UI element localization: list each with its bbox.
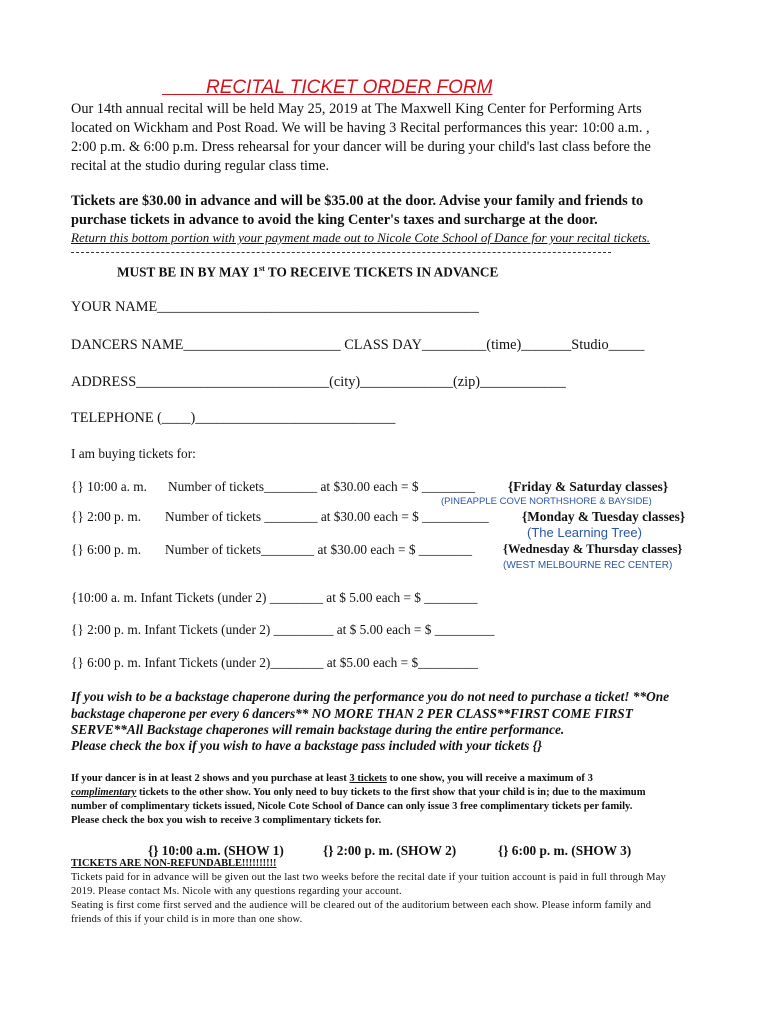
intro-line-3: 2:00 p.m. & 6:00 p.m. Dress rehearsal for your dancer will be during your child's last class before the bbox=[71, 139, 651, 155]
ticket-time-1[interactable]: {} 10:00 a. m. bbox=[71, 479, 147, 494]
cut-line bbox=[71, 252, 611, 253]
ticket-count-3[interactable]: Number of tickets________ at $30.00 each = $ ________ bbox=[165, 542, 472, 557]
show-3-checkbox[interactable]: {} 6:00 p. m. (SHOW 3) bbox=[498, 843, 632, 858]
footer-line-2: 2019. Please contact Ms. Nicole with any questions regarding your account. bbox=[71, 886, 402, 897]
price-note-line-1: Tickets are $30.00 in advance and will be $35.00 at the door. Advise your family and friends to bbox=[71, 193, 644, 209]
ticket-classes-3: {Wednesday & Thursday classes} bbox=[503, 542, 683, 556]
telephone-field[interactable]: TELEPHONE (____)____________________________ bbox=[71, 410, 396, 426]
price-note-line-2: purchase tickets in advance to avoid the king Center's taxes and surcharge at the door. bbox=[71, 212, 598, 228]
intro-line-1: Our 14th annual recital will be held May 25, 2019 at The Maxwell King Center for Performing Arts bbox=[71, 101, 642, 117]
dancers-name-field[interactable]: DANCERS NAME______________________ CLASS DAY_________(time)_______Studio_____ bbox=[71, 337, 645, 353]
intro-line-4: recital at the studio during regular class time. bbox=[71, 158, 330, 174]
deadline-heading: MUST BE IN BY MAY 1st TO RECEIVE TICKETS IN ADVANCE bbox=[117, 264, 499, 280]
comp-line-2: complimentary tickets to the other show. You only need to buy tickets to the first show that your child is in; due to the maximum bbox=[71, 787, 646, 798]
infant-ticket-1[interactable]: {10:00 a. m. Infant Tickets (under 2) ________ at $ 5.00 each = $ ________ bbox=[71, 590, 478, 605]
ticket-location-1: (PINEAPPLE COVE NORTHSHORE & BAYSIDE) bbox=[441, 496, 652, 507]
infant-ticket-2[interactable]: {} 2:00 p. m. Infant Tickets (under 2) _________ at $ 5.00 each = $ _________ bbox=[71, 622, 495, 637]
address-field[interactable]: ADDRESS___________________________(city)_____________(zip)____________ bbox=[71, 374, 566, 390]
non-refundable-notice: TICKETS ARE NON-REFUNDABLE!!!!!!!!!! bbox=[71, 858, 277, 869]
infant-ticket-3[interactable]: {} 6:00 p. m. Infant Tickets (under 2)________ at $5.00 each = $_________ bbox=[71, 655, 478, 670]
your-name-field[interactable]: YOUR NAME_____________________________________________ bbox=[71, 299, 479, 315]
footer-line-3: Seating is first come first served and the audience will be cleared out of the auditorium between each show. Please inform family and bbox=[71, 900, 652, 911]
intro-line-2: located on Wickham and Post Road. We will be having 3 Recital performances this year: 10:00 a.m. , bbox=[71, 120, 650, 136]
chaperone-line-3: SERVE**All Backstage chaperones will remain backstage during the entire performance. bbox=[71, 722, 565, 737]
show-1-checkbox[interactable]: {} 10:00 a.m. (SHOW 1) bbox=[148, 843, 284, 858]
form-title: RECITAL TICKET ORDER FORM bbox=[162, 77, 492, 99]
footer-line-1: Tickets paid for in advance will be given out the last two weeks before the recital date if your tuition account is paid in full through May bbox=[71, 872, 666, 883]
ticket-count-2[interactable]: Number of tickets ________ at $30.00 each = $ __________ bbox=[165, 509, 489, 524]
ticket-location-3: (WEST MELBOURNE REC CENTER) bbox=[503, 560, 673, 571]
chaperone-line-2: backstage chaperone per every 6 dancers** NO MORE THAN 2 PER CLASS**FIRST COME FIRST bbox=[71, 706, 633, 721]
chaperone-line-1: If you wish to be a backstage chaperone during the performance you do not need to purchase a ticket! **One bbox=[71, 689, 669, 704]
comp-line-3: number of complimentary tickets issued, Nicole Cote School of Dance can only issue 3 free complimentary tickets per family. bbox=[71, 801, 633, 812]
ticket-time-3[interactable]: {} 6:00 p. m. bbox=[71, 542, 142, 557]
ticket-count-1[interactable]: Number of tickets________ at $30.00 each = $ ________ bbox=[168, 479, 475, 494]
show-2-checkbox[interactable]: {} 2:00 p. m. (SHOW 2) bbox=[323, 843, 457, 858]
ticket-location-2: (The Learning Tree) bbox=[527, 525, 642, 540]
return-note: Return this bottom portion with your payment made out to Nicole Cote School of Dance for your recital tickets. bbox=[71, 230, 651, 245]
chaperone-checkbox-line[interactable]: Please check the box if you wish to have a backstage pass included with your tickets {} bbox=[71, 738, 542, 753]
footer-line-4: friends of this if your child is in more than one show. bbox=[71, 914, 303, 925]
comp-line-1: If your dancer is in at least 2 shows and you purchase at least 3 tickets to one show, you will receive a maximum of 3 bbox=[71, 773, 593, 784]
comp-line-4: Please check the box you wish to receive 3 complimentary tickets for. bbox=[71, 815, 382, 826]
ticket-classes-1: {Friday & Saturday classes} bbox=[508, 479, 669, 494]
buying-label: I am buying tickets for: bbox=[71, 446, 196, 461]
ticket-time-2[interactable]: {} 2:00 p. m. bbox=[71, 509, 142, 524]
ticket-classes-2: {Monday & Tuesday classes} bbox=[522, 509, 686, 524]
